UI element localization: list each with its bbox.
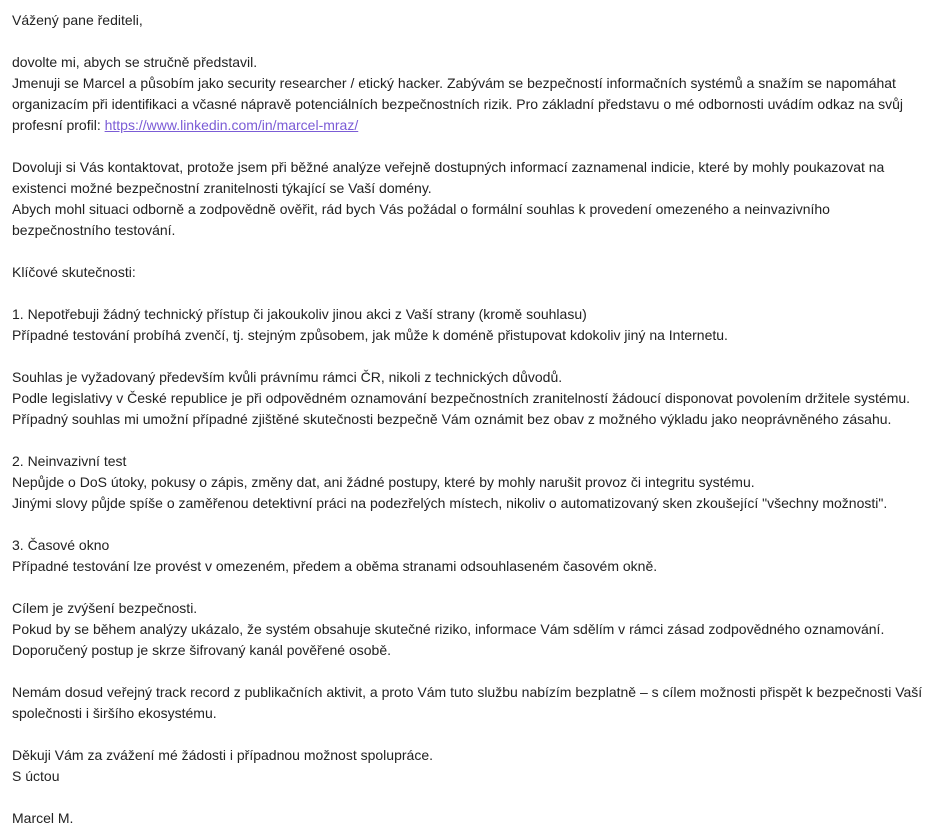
blank-line bbox=[12, 346, 928, 367]
point2-title: 2. Neinvazivní test bbox=[12, 453, 127, 469]
blank-line bbox=[12, 577, 928, 598]
track-record-line-2: společnosti i širšího ekosystému. bbox=[12, 705, 217, 721]
blank-line bbox=[12, 136, 928, 157]
thanks-line: Děkuji Vám za zvážení mé žádosti i případnou možnost spolupráce. bbox=[12, 747, 433, 763]
profile-prefix: profesní profil: bbox=[12, 117, 105, 133]
about-line-1: Jmenuji se Marcel a působím jako security researcher / etický hacker. Zabývám se bezpečností informačních systémů a snažím se napomáhat bbox=[12, 75, 896, 91]
consent-line-1: Souhlas je vyžadovaný především kvůli právnímu rámci ČR, nikoli z technických důvodů. bbox=[12, 369, 563, 385]
signature: Marcel M. bbox=[12, 810, 74, 826]
goal-text-2: Doporučený postup je skrze šifrovaný kanál pověřené osobě. bbox=[12, 642, 391, 658]
closing-line: S úctou bbox=[12, 768, 60, 784]
blank-line bbox=[12, 724, 928, 745]
about-line-2: organizacím při identifikaci a včasné nápravě potenciálních bezpečnostních rizik. Pro základní představu o mé odbornosti uvádím odkaz na svůj bbox=[12, 96, 904, 112]
blank-line bbox=[12, 283, 928, 304]
blank-line bbox=[12, 31, 928, 52]
contact-line-4: bezpečnostního testování. bbox=[12, 222, 176, 238]
contact-line-3: Abych mohl situaci odborně a zodpovědně ověřit, rád bych Vás požádal o formální souhlas k provedení omezeného a neinvazivního bbox=[12, 201, 830, 217]
blank-line bbox=[12, 241, 928, 262]
contact-line-2: existenci možné bezpečnostní zranitelnosti týkající se Vaší domény. bbox=[12, 180, 432, 196]
profile-line bbox=[12, 115, 928, 136]
point2-text-1: Nepůjde o DoS útoky, pokusy o zápis, změny dat, ani žádné postupy, které by mohly narušit provoz či integritu systému. bbox=[12, 474, 755, 490]
greeting: Vážený pane řediteli, bbox=[12, 12, 143, 28]
point1-text: Případné testování probíhá zvenčí, tj. stejným způsobem, jak může k doméně přistupovat kdokoliv jiný na Internetu. bbox=[12, 327, 728, 343]
contact-line-1: Dovoluji si Vás kontaktovat, protože jsem při běžné analýze veřejně dostupných informací zaznamenal indicie, které by mohly poukazovat na bbox=[12, 159, 885, 175]
blank-line bbox=[12, 430, 928, 451]
point1-title: 1. Nepotřebuji žádný technický přístup či jakoukoliv jinou akci z Vaší strany (kromě souhlasu) bbox=[12, 306, 587, 322]
email-body bbox=[12, 10, 928, 829]
key-facts-heading: Klíčové skutečnosti: bbox=[12, 264, 136, 280]
intro-paragraph: dovolte mi, abych se stručně představil. bbox=[12, 54, 258, 70]
point3-title: 3. Časové okno bbox=[12, 537, 110, 553]
consent-line-2: Podle legislativy v České republice je při odpovědném oznamování bezpečnostních zranitelností žádoucí disponovat povolením držitele systému. bbox=[12, 390, 911, 406]
blank-line bbox=[12, 514, 928, 535]
blank-line bbox=[12, 661, 928, 682]
point2-text-2: Jinými slovy půjde spíše o zaměřenou detektivní práci na podezřelých místech, nikoliv o automatizovaný sken zkoušející "všechny možnosti". bbox=[12, 495, 888, 511]
track-record-line-1: Nemám dosud veřejný track record z publikačních aktivit, a proto Vám tuto službu nabízím bezplatně – s cílem možnosti přispět k bezpečnosti Vaší bbox=[12, 684, 923, 700]
linkedin-profile-link[interactable]: https://www.linkedin.com/in/marcel-mraz/ bbox=[104, 117, 359, 133]
goal-heading: Cílem je zvýšení bezpečnosti. bbox=[12, 600, 198, 616]
consent-line-3: Případný souhlas mi umožní případné zjištěné skutečnosti bezpečně Vám oznámit bez obav z možného výkladu jako neoprávněného zásahu. bbox=[12, 411, 892, 427]
goal-text-1: Pokud by se během analýzy ukázalo, že systém obsahuje skutečné riziko, informace Vám sdělím v rámci zásad zodpovědného oznamování. bbox=[12, 621, 885, 637]
blank-line bbox=[12, 787, 928, 808]
point3-text: Případné testování lze provést v omezeném, předem a oběma stranami odsouhlaseném časovém okně. bbox=[12, 558, 658, 574]
